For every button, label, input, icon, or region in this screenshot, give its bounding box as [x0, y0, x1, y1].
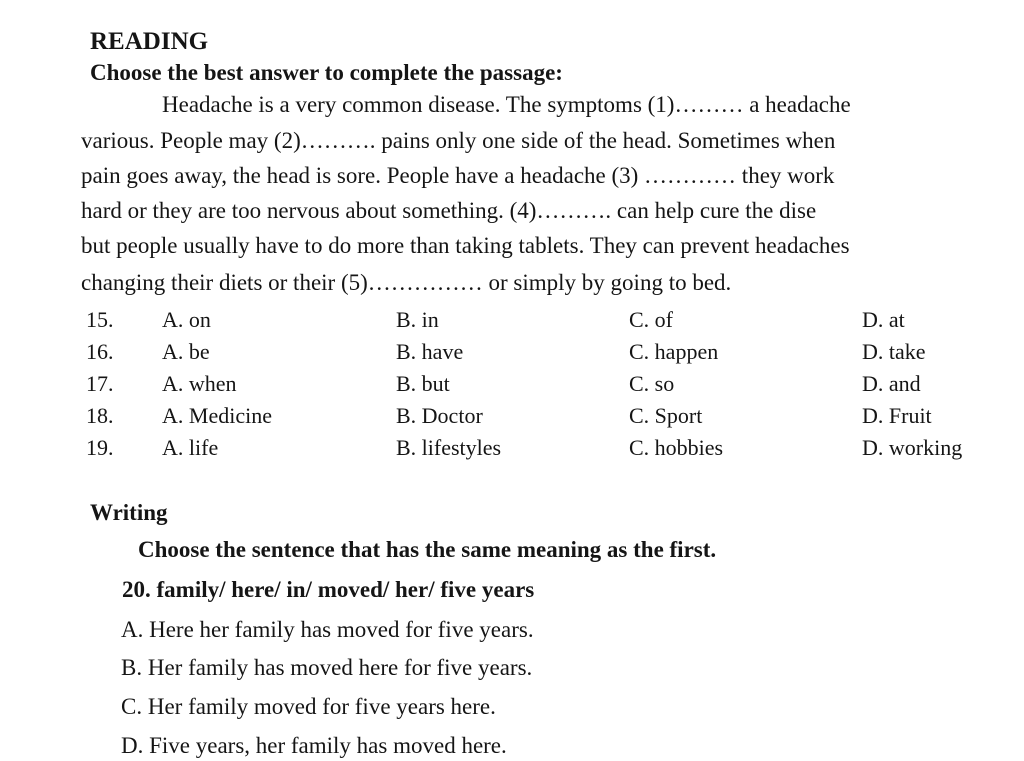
question-number: 15.: [86, 307, 114, 332]
writing-question: 20. family/ here/ in/ moved/ her/ five years: [122, 577, 535, 602]
option-b[interactable]: B. but: [396, 371, 450, 396]
question-row: [0, 371, 1024, 403]
option-d[interactable]: D. Fruit: [862, 403, 932, 428]
passage-line: various. People may (2)………. pains only one side of the head. Sometimes when: [81, 128, 836, 153]
writing-option-d[interactable]: D. Five years, her family has moved here.: [121, 733, 507, 758]
option-a[interactable]: A. on: [162, 307, 211, 332]
option-b[interactable]: B. lifestyles: [396, 435, 502, 460]
option-c[interactable]: C. of: [629, 307, 673, 332]
option-d[interactable]: D. working: [862, 435, 963, 460]
question-number: 16.: [86, 339, 114, 364]
writing-instruction: Choose the sentence that has the same meaning as the first.: [138, 537, 717, 562]
question-row: [0, 339, 1024, 371]
question-row: [0, 403, 1024, 435]
passage-line: Headache is a very common disease. The symptoms (1)……… a headache: [162, 92, 851, 117]
question-row: [0, 307, 1024, 339]
option-c[interactable]: C. hobbies: [629, 435, 724, 460]
reading-heading: READING: [90, 28, 209, 55]
question-number: 17.: [86, 371, 114, 396]
option-b[interactable]: B. have: [396, 339, 464, 364]
option-c[interactable]: C. happen: [629, 339, 719, 364]
option-c[interactable]: C. so: [629, 371, 675, 396]
reading-instruction: Choose the best answer to complete the passage:: [90, 60, 563, 85]
passage-line: hard or they are too nervous about something. (4)………. can help cure the dise: [81, 198, 817, 223]
option-b[interactable]: B. Doctor: [396, 403, 483, 428]
passage-line: changing their diets or their (5)…………… or simply by going to bed.: [81, 270, 732, 295]
passage-line: but people usually have to do more than taking tablets. They can prevent headaches: [81, 233, 850, 258]
writing-heading: Writing: [90, 500, 168, 525]
passage-line: pain goes away, the head is sore. People have a headache (3) ………… they work: [81, 163, 835, 188]
option-a[interactable]: A. Medicine: [162, 403, 272, 428]
option-a[interactable]: A. life: [162, 435, 219, 460]
option-d[interactable]: D. take: [862, 339, 926, 364]
writing-option-b[interactable]: B. Her family has moved here for five years.: [121, 655, 533, 680]
option-d[interactable]: D. at: [862, 307, 905, 332]
writing-option-c[interactable]: C. Her family moved for five years here.: [121, 694, 496, 719]
writing-option-a[interactable]: A. Here her family has moved for five years.: [121, 617, 534, 642]
option-c[interactable]: C. Sport: [629, 403, 703, 428]
question-number: 19.: [86, 435, 114, 460]
option-d[interactable]: D. and: [862, 371, 921, 396]
question-number: 18.: [86, 403, 114, 428]
option-b[interactable]: B. in: [396, 307, 439, 332]
option-a[interactable]: A. when: [162, 371, 237, 396]
option-a[interactable]: A. be: [162, 339, 210, 364]
question-row: [0, 435, 1024, 467]
